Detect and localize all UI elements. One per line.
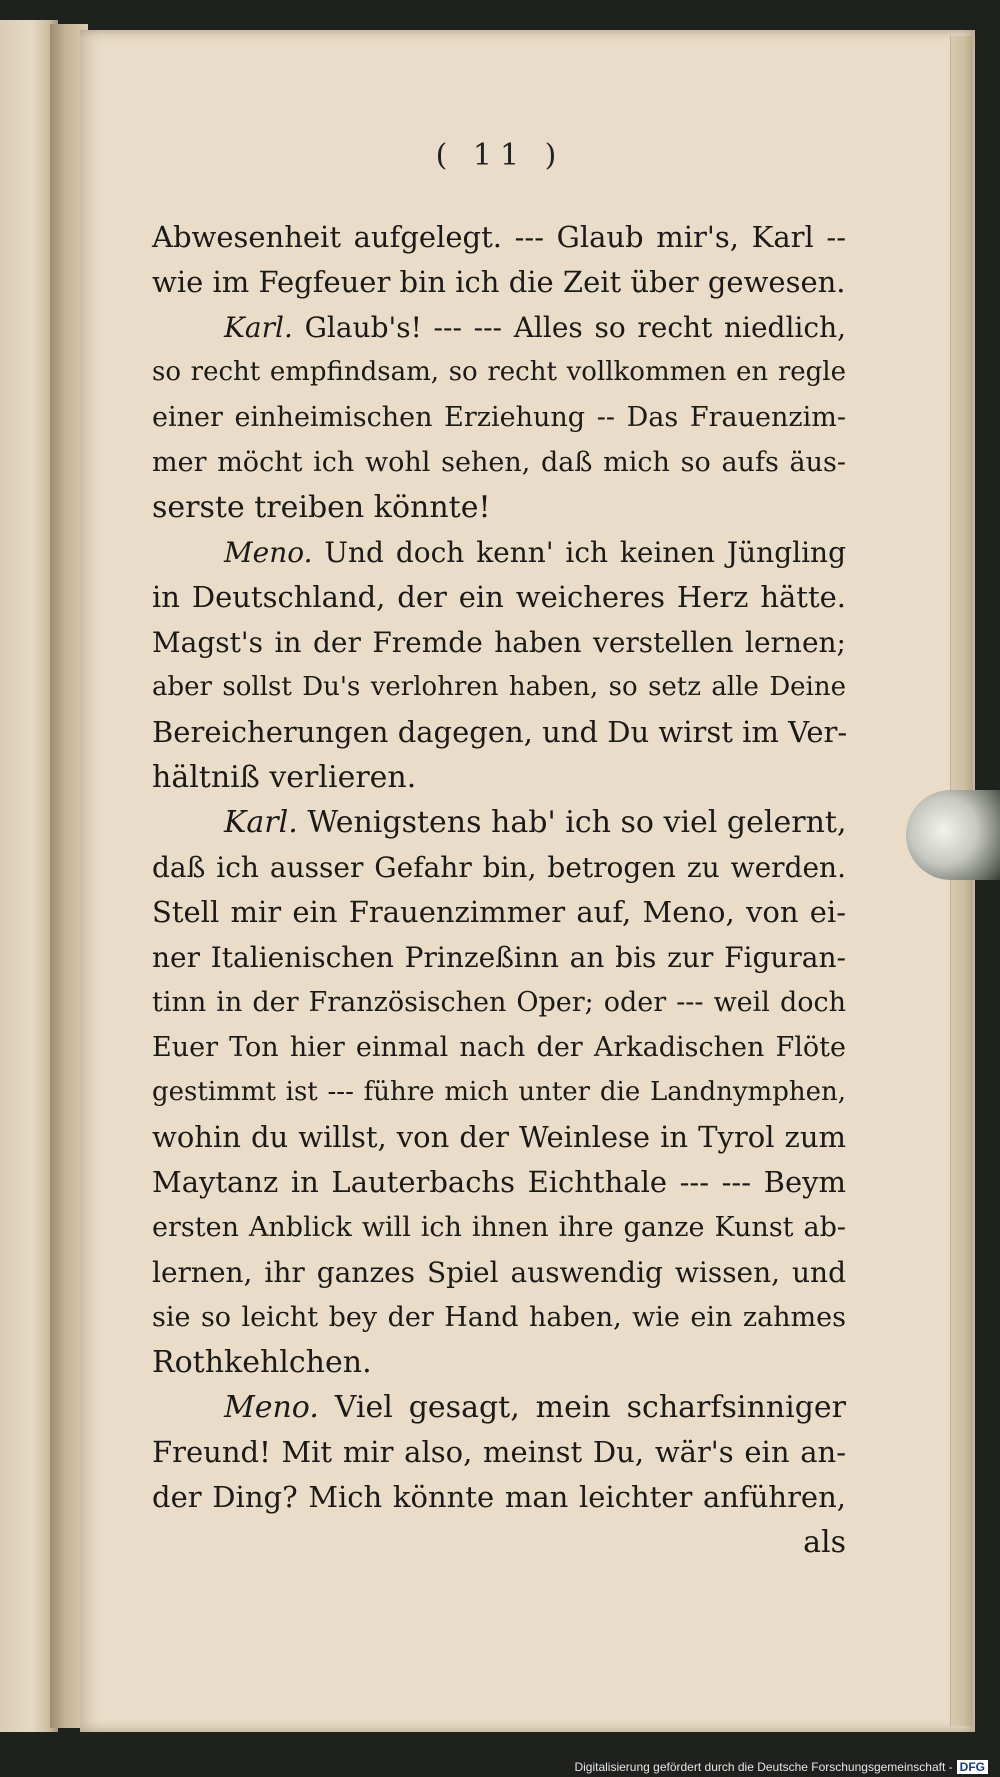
text-line [152, 620, 846, 665]
line-text: so recht empfindsam, so recht vollkommen en regle [152, 357, 846, 387]
text-line [152, 485, 846, 530]
line-text: serste treiben könnte! [152, 490, 491, 525]
line-text: Bereicherungen dagegen, und Du wirst im Ver- [152, 715, 848, 749]
line-text: Maytanz in Lauterbachs Eichthale --- --- Beym [152, 1165, 846, 1199]
page-edge [950, 36, 973, 1726]
text-line [152, 980, 846, 1025]
line-text: Magst's in der Fremde haben verstellen lernen; [152, 626, 846, 659]
line-text: in Deutschland, der ein weicheres Herz hätte. [152, 580, 846, 614]
speaker-name: Meno. [224, 1390, 319, 1425]
text-line [152, 1115, 846, 1160]
speaker-name: Karl. [224, 805, 298, 840]
text-line [152, 890, 846, 935]
footer-credit [574, 1760, 988, 1774]
line-text: mer möcht ich wohl sehen, daß mich so aufs äus- [152, 447, 846, 478]
line-text: Wenigstens hab' ich so viel gelernt, [307, 805, 847, 840]
line-text: Rothkehlchen. [152, 1345, 372, 1380]
catchword: als [803, 1525, 846, 1560]
text-line [152, 305, 846, 350]
line-text: Glaub's! --- --- Alles so recht niedlich, [304, 311, 847, 344]
text-line [152, 1070, 846, 1115]
line-text: daß ich ausser Gefahr bin, betrogen zu werden. [152, 851, 846, 884]
text-line [152, 215, 846, 260]
line-text: Und doch kenn' ich keinen Jüngling [324, 536, 846, 569]
text-line [152, 395, 846, 440]
line-text: lernen, ihr ganzes Spiel auswendig wissen, und [152, 1256, 846, 1289]
page-number: ( 11 ) [435, 138, 565, 173]
text-line [152, 1025, 846, 1070]
line-text: Freund! Mit mir also, meinst Du, wär's ein an- [152, 1435, 846, 1469]
text-line [152, 710, 846, 755]
line-text: hältniß verlieren. [152, 760, 417, 795]
text-line [152, 1385, 846, 1430]
line-text: Abwesenheit aufgelegt. --- Glaub mir's, Karl -- [152, 220, 846, 254]
line-text: wohin du willst, von der Weinlese in Tyrol zum [152, 1120, 846, 1154]
line-text: ersten Anblick will ich ihnen ihre ganze Kunst ab- [152, 1212, 846, 1243]
text-line [152, 800, 846, 845]
text-line [152, 1250, 846, 1295]
page-clip [906, 790, 1000, 880]
line-text: sie so leicht bey der Hand haben, wie ein zahmes [152, 1302, 846, 1333]
text-line [152, 260, 846, 305]
text-line [152, 1295, 846, 1340]
line-text: ner Italienischen Prinzeßinn an bis zur Figuran- [152, 941, 846, 974]
text-line [152, 935, 846, 980]
text-line [152, 1475, 846, 1520]
speaker-name: Meno. [224, 536, 313, 569]
line-text: einer einheimischen Erziehung -- Das Frauenzim- [152, 402, 846, 433]
text-line [152, 350, 846, 395]
text-line [152, 530, 846, 575]
speaker-name: Karl. [224, 311, 293, 344]
text-line [152, 440, 846, 485]
text-line [152, 1430, 846, 1475]
dfg-logo: DFG [957, 1760, 988, 1774]
line-text: gestimmt ist --- führe mich unter die Landnymphen, [152, 1077, 846, 1107]
page-text [152, 215, 846, 1565]
line-text: aber sollst Du's verlohren haben, so setz alle Deine [152, 672, 846, 702]
line-text: Stell mir ein Frauenzimmer auf, Meno, von ei- [152, 895, 846, 929]
text-line [152, 845, 846, 890]
text-line [152, 575, 846, 620]
text-line [152, 665, 846, 710]
footer-credit-text: Digitalisierung gefördert durch die Deutsche Forschungsgemeinschaft - [574, 1760, 953, 1774]
text-line [152, 1160, 846, 1205]
line-text: Euer Ton hier einmal nach der Arkadischen Flöte [152, 1032, 846, 1063]
line-text: der Ding? Mich könnte man leichter anführen, [152, 1480, 846, 1514]
text-line [152, 1205, 846, 1250]
text-line [152, 1340, 846, 1385]
text-line [152, 755, 846, 800]
line-text: Viel gesagt, mein scharfsinniger [334, 1390, 847, 1425]
line-text: wie im Fegfeuer bin ich die Zeit über gewesen. [152, 265, 846, 299]
line-text: tinn in der Französischen Oper; oder --- weil doch [152, 987, 846, 1018]
